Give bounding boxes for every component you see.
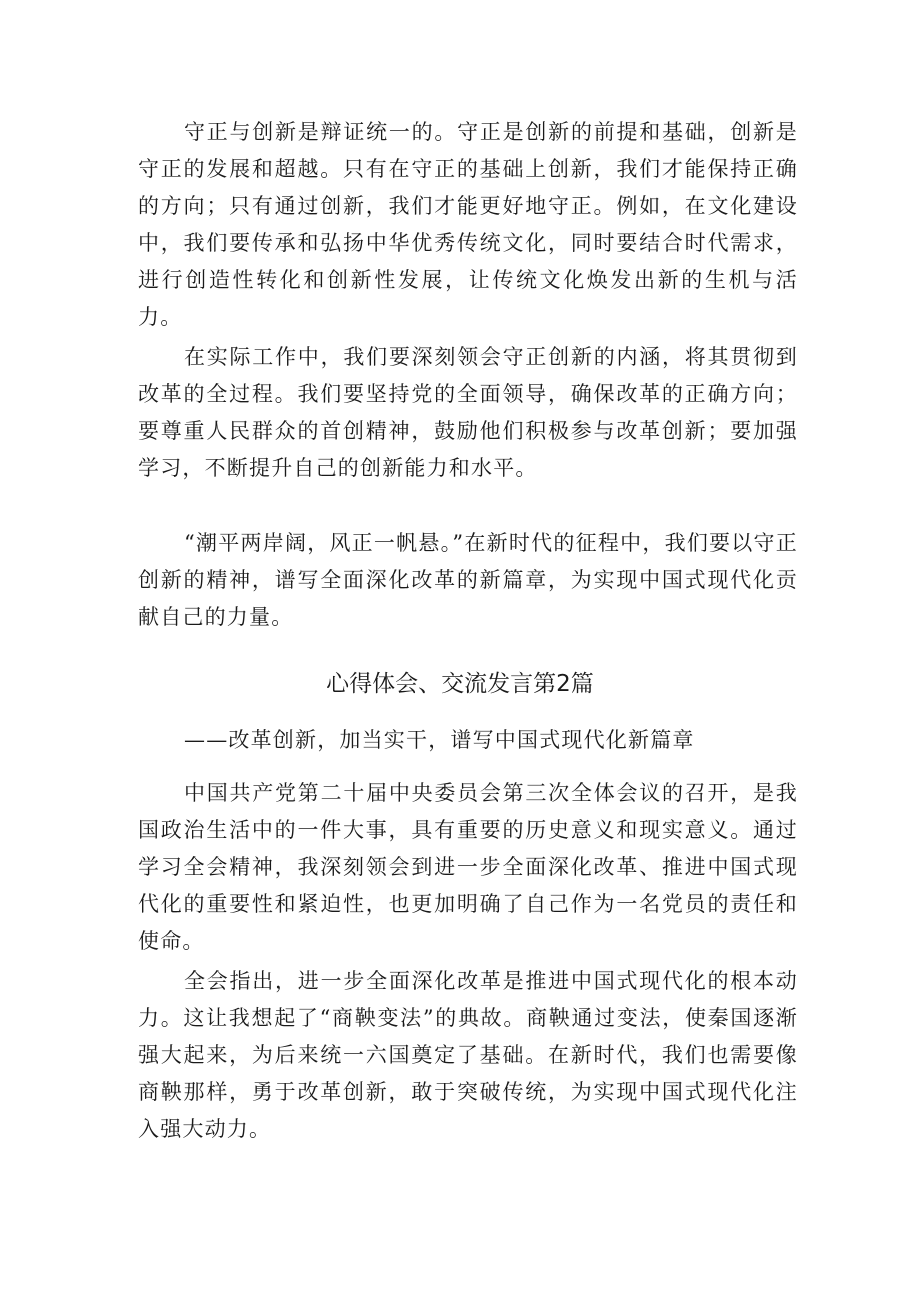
paragraph-plenary-session: 中国共产党第二十届中央委员会第三次全体会议的召开，是我国政治生活中的一件大事，具有重要的历史意义和现实意义。通过学习全会精神，我深刻领会到进一步全面深化改革、推进中国式现代化的重要性和紧迫性，也更加明确了自己作为一名党员的责任和使命。: [138, 781, 798, 953]
section-heading: 心得体会、交流发言第2篇: [326, 671, 594, 697]
paragraph-innovation-dialectics: 守正与创新是辩证统一的。守正是创新的前提和基础，创新是守正的发展和超越。只有在守正的基础上创新，我们才能保持正确的方向；只有通过创新，我们才能更好地守正。例如，在文化建设中，我们要传承和弘扬中华优秀传统文化，同时要结合时代需求，进行创造性转化和创新性发展，让传统文化焕发出新的生机与活力。: [138, 120, 798, 329]
section-subtitle: ——改革创新，加当实干，谱写中国式现代化新篇章: [184, 728, 695, 752]
paragraph-shang-yang-reform: 全会指出，进一步全面深化改革是推进中国式现代化的根本动力。这让我想起了“商鞅变法”的典故。商鞅通过变法，使秦国逐渐强大起来，为后来统一六国奠定了基础。在新时代，我们也需要像商鞅那样，勇于改革创新，敢于突破传统，为实现中国式现代化注入强大动力。: [138, 969, 798, 1141]
paragraph-closing-quote: “潮平两岸阔，风正一帆悬。”在新时代的征程中，我们要以守正创新的精神，谱写全面深化改革的新篇章，为实现中国式现代化贡献自己的力量。: [138, 531, 798, 629]
paragraph-practical-work: 在实际工作中，我们要深刻领会守正创新的内涵，将其贯彻到改革的全过程。我们要坚持党的全面领导，确保改革的正确方向；要尊重人民群众的首创精神，鼓励他们积极参与改革创新；要加强学习，不断提升自己的创新能力和水平。: [138, 345, 798, 480]
